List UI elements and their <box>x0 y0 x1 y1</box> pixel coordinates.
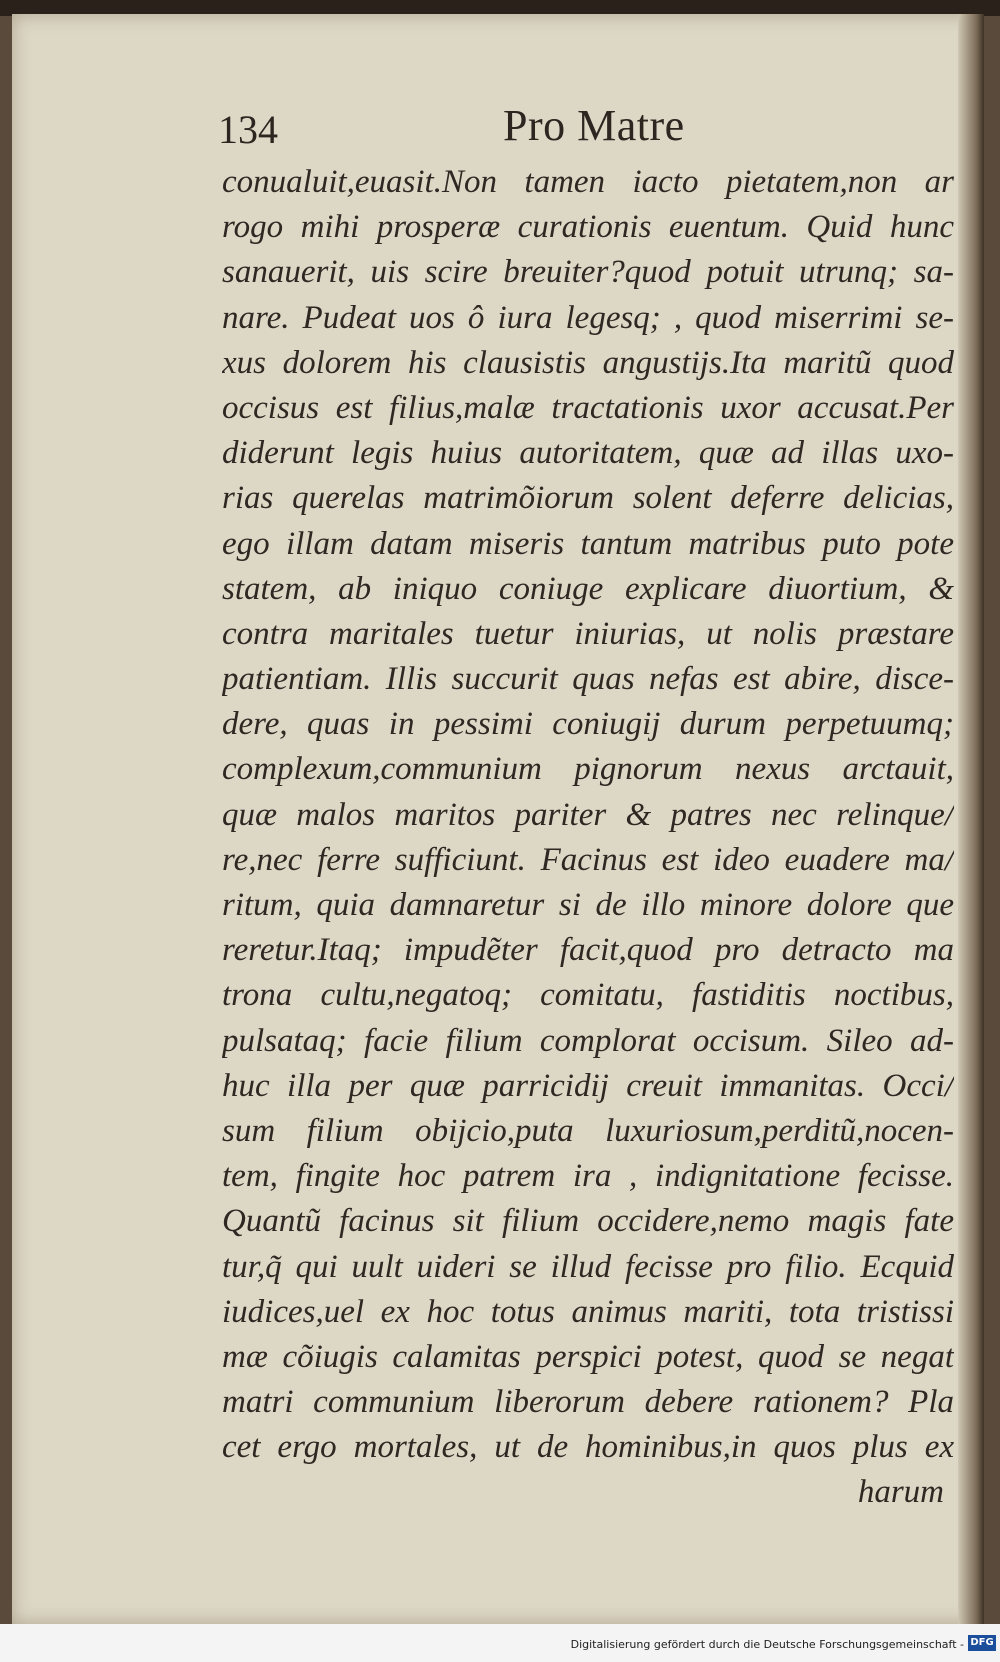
text-line: xus dolorem his clausistis angustijs.Ita maritũ quod <box>222 344 954 381</box>
page-gutter-shadow <box>958 14 984 1624</box>
text-line: re,nec ferre sufficiunt. Facinus est ideo euadere ma/ <box>222 841 954 878</box>
text-line: statem, ab iniquo coniuge explicare diuortium, & <box>222 570 954 607</box>
text-line: mæ cõiugis calamitas perspici potest, quod se negat <box>222 1338 954 1375</box>
text-line: conualuit,euasit.Non tamen iacto pietatem,non ar <box>222 164 954 200</box>
digitization-credit: Digitalisierung gefördert durch die Deutsche Forschungsgemeinschaft - <box>570 1638 964 1651</box>
text-line: patientiam. Illis succurit quas nefas est abire, disce- <box>222 661 954 698</box>
text-line: contra maritales tuetur iniurias, ut nolis præstare <box>222 615 954 652</box>
text-line: iudices,uel ex hoc totus animus mariti, tota tristissi <box>222 1293 954 1330</box>
text-line: matri communium liberorum debere rationem? Pla <box>222 1384 954 1421</box>
text-line: quæ malos maritos pariter & patres nec relinque/ <box>222 796 954 833</box>
text-line: dere, quas in pessimi coniugij durum perpetuumq; <box>222 706 954 743</box>
body-text <box>222 160 954 1516</box>
page-header <box>218 100 958 156</box>
page-number: 134 <box>218 107 278 152</box>
text-line: diderunt legis huius autoritatem, quæ ad illas uxo- <box>222 435 954 472</box>
running-title: Pro Matre <box>503 101 685 150</box>
text-line: ritum, quia damnaretur si de illo minore dolore que <box>222 887 954 923</box>
text-line: tur,q̃ qui uult uideri se illud fecisse pro filio. Ecquid <box>222 1248 954 1285</box>
text-line: rogo mihi prosperæ curationis euentum. Quid hunc <box>222 209 954 246</box>
dfg-logo: DFG <box>968 1635 996 1651</box>
text-line: sanauerit, uis scire breuiter?quod potuit utrunq; sa- <box>222 254 954 291</box>
text-line: huc illa per quæ parricidij creuit immanitas. Occi/ <box>222 1067 954 1104</box>
text-line: nare. Pudeat uos ô iura legesq; , quod miserrimi se- <box>222 299 954 336</box>
text-line: pulsataq; facie filium complorat occisum. Sileo ad- <box>222 1022 954 1059</box>
text-line: occisus est filius,malæ tractationis uxor accusat.Per <box>222 389 954 426</box>
text-line: reretur.Itaq; impudẽter facit,quod pro detracto ma <box>222 932 954 969</box>
text-line: rias querelas matrimõiorum solent deferre delicias, <box>222 480 954 517</box>
text-line: sum filium obijcio,puta luxuriosum,perditũ,nocen- <box>222 1112 954 1149</box>
text-line: trona cultu,negatoq; comitatu, fastiditis noctibus, <box>222 977 954 1014</box>
catchword: harum <box>857 1474 944 1511</box>
text-line: cet ergo mortales, ut de hominibus,in quos plus ex <box>222 1429 954 1466</box>
text-line: Quantũ facinus sit filium occidere,nemo magis fate <box>222 1203 954 1240</box>
text-line: tem, fingite hoc patrem ira , indignitatione fecisse. <box>222 1158 954 1195</box>
text-line: complexum,communium pignorum nexus arctauit, <box>222 751 954 788</box>
text-line: ego illam datam miseris tantum matribus puto pote <box>222 525 954 562</box>
